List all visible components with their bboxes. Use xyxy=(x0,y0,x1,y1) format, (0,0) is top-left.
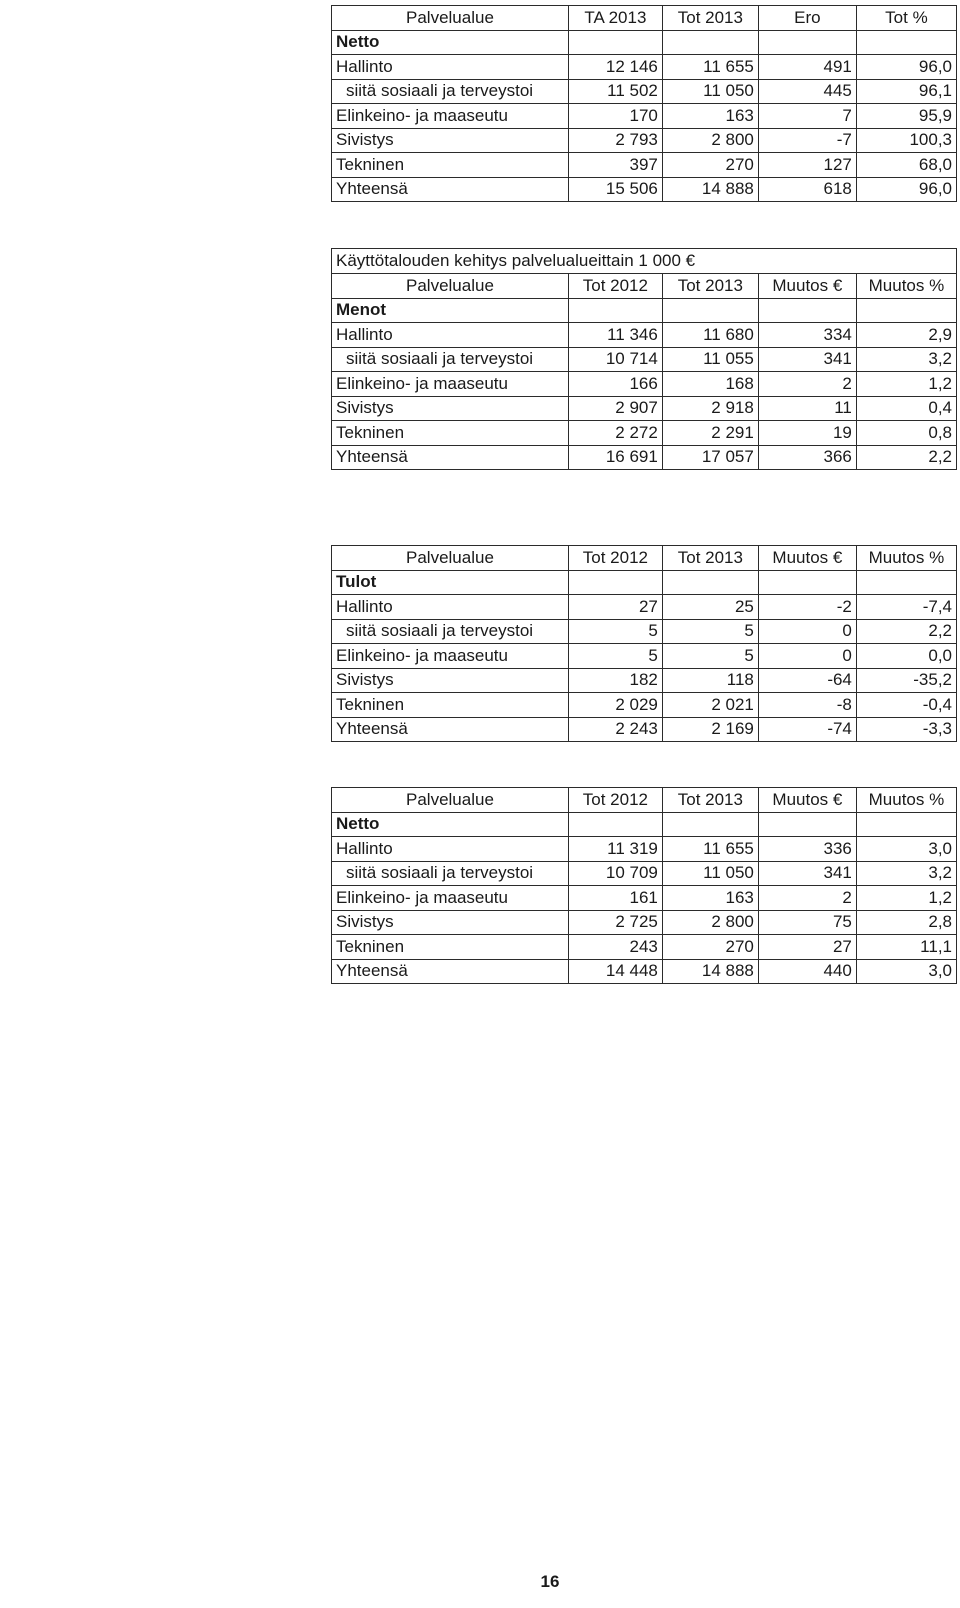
cell: 11 655 xyxy=(662,55,758,80)
cell: 5 xyxy=(662,644,758,669)
row-label: Sivistys xyxy=(332,396,569,421)
cell: 366 xyxy=(758,445,856,470)
table-row xyxy=(332,79,957,104)
row-label: Yhteensä xyxy=(332,959,569,984)
column-header: Tot 2013 xyxy=(662,6,758,31)
cell: 0,4 xyxy=(856,396,956,421)
cell: 3,2 xyxy=(856,347,956,372)
cell: 11,1 xyxy=(856,935,956,960)
cell: 68,0 xyxy=(856,153,956,178)
table-row xyxy=(332,104,957,129)
cell: 2 xyxy=(758,372,856,397)
cell: 3,2 xyxy=(856,861,956,886)
row-label: Tekninen xyxy=(332,935,569,960)
cell: -7 xyxy=(758,128,856,153)
cell: 11 050 xyxy=(662,861,758,886)
cell: 166 xyxy=(568,372,662,397)
cell: 2 800 xyxy=(662,910,758,935)
row-label: siitä sosiaali ja terveystoi xyxy=(332,619,569,644)
table-row xyxy=(332,619,957,644)
cell: 270 xyxy=(662,153,758,178)
cell: 96,1 xyxy=(856,79,956,104)
cell: 2 918 xyxy=(662,396,758,421)
cell: 25 xyxy=(662,595,758,620)
netto-change-table xyxy=(331,787,957,984)
table-row xyxy=(332,693,957,718)
column-header: Palvelualue xyxy=(332,274,569,299)
table-row xyxy=(332,910,957,935)
section-row xyxy=(332,30,957,55)
section-label: Tulot xyxy=(332,570,569,595)
cell: -8 xyxy=(758,693,856,718)
cell: 2 029 xyxy=(568,693,662,718)
cell: 2 800 xyxy=(662,128,758,153)
cell: 491 xyxy=(758,55,856,80)
cell: -0,4 xyxy=(856,693,956,718)
cell: 2 169 xyxy=(662,717,758,742)
cell: 2 793 xyxy=(568,128,662,153)
cell: 96,0 xyxy=(856,55,956,80)
table-row-total xyxy=(332,177,957,202)
table-row xyxy=(332,861,957,886)
cell: -2 xyxy=(758,595,856,620)
cell: 3,0 xyxy=(856,959,956,984)
cell: 341 xyxy=(758,861,856,886)
cell: 0 xyxy=(758,644,856,669)
cell: 1,2 xyxy=(856,372,956,397)
cell: 2 291 xyxy=(662,421,758,446)
column-header: Muutos € xyxy=(758,788,856,813)
column-header: Tot 2013 xyxy=(662,546,758,571)
section-row xyxy=(332,812,957,837)
table-row xyxy=(332,323,957,348)
cell: -74 xyxy=(758,717,856,742)
column-header: Tot 2012 xyxy=(568,788,662,813)
cell: 14 888 xyxy=(662,177,758,202)
table-row xyxy=(332,837,957,862)
cell: 2 907 xyxy=(568,396,662,421)
page-number: 16 xyxy=(540,1572,560,1591)
column-header: Muutos % xyxy=(856,274,956,299)
cell: 118 xyxy=(662,668,758,693)
cell: 2 272 xyxy=(568,421,662,446)
column-header: Tot 2012 xyxy=(568,274,662,299)
column-header: Palvelualue xyxy=(332,546,569,571)
row-label: Elinkeino- ja maaseutu xyxy=(332,886,569,911)
row-label: Sivistys xyxy=(332,128,569,153)
cell: 11 055 xyxy=(662,347,758,372)
cell: 95,9 xyxy=(856,104,956,129)
cell: 2 243 xyxy=(568,717,662,742)
row-label: siitä sosiaali ja terveystoi xyxy=(332,861,569,886)
table-row-total xyxy=(332,959,957,984)
row-label: Sivistys xyxy=(332,668,569,693)
cell: 11 050 xyxy=(662,79,758,104)
cell: 5 xyxy=(568,619,662,644)
column-header: Tot 2012 xyxy=(568,546,662,571)
table-header-row xyxy=(332,788,957,813)
table-row xyxy=(332,421,957,446)
row-label: Elinkeino- ja maaseutu xyxy=(332,372,569,397)
cell: 2 021 xyxy=(662,693,758,718)
column-header: Muutos € xyxy=(758,546,856,571)
cell: 440 xyxy=(758,959,856,984)
cell: 2,2 xyxy=(856,619,956,644)
cell: 11 502 xyxy=(568,79,662,104)
cell: 168 xyxy=(662,372,758,397)
cell: 1,2 xyxy=(856,886,956,911)
cell: 11 346 xyxy=(568,323,662,348)
cell: 170 xyxy=(568,104,662,129)
section-row xyxy=(332,298,957,323)
column-header: Muutos € xyxy=(758,274,856,299)
row-label: siitä sosiaali ja terveystoi xyxy=(332,347,569,372)
cell: -35,2 xyxy=(856,668,956,693)
cell: 397 xyxy=(568,153,662,178)
row-label: Hallinto xyxy=(332,595,569,620)
row-label: Yhteensä xyxy=(332,717,569,742)
section-label: Netto xyxy=(332,812,569,837)
column-header: Tot % xyxy=(856,6,956,31)
column-header: TA 2013 xyxy=(568,6,662,31)
cell: 14 888 xyxy=(662,959,758,984)
row-label: siitä sosiaali ja terveystoi xyxy=(332,79,569,104)
column-header: Ero xyxy=(758,6,856,31)
cell: 96,0 xyxy=(856,177,956,202)
column-header: Tot 2013 xyxy=(662,788,758,813)
cell: 618 xyxy=(758,177,856,202)
table-row xyxy=(332,886,957,911)
cell: 127 xyxy=(758,153,856,178)
cell: 2,2 xyxy=(856,445,956,470)
cell: 17 057 xyxy=(662,445,758,470)
table-row xyxy=(332,55,957,80)
column-header: Tot 2013 xyxy=(662,274,758,299)
cell: 11 319 xyxy=(568,837,662,862)
column-header: Palvelualue xyxy=(332,6,569,31)
section-label: Netto xyxy=(332,30,569,55)
table-row xyxy=(332,595,957,620)
cell: 10 709 xyxy=(568,861,662,886)
cell: 2,8 xyxy=(856,910,956,935)
table-caption-row xyxy=(332,249,957,274)
table-row xyxy=(332,372,957,397)
cell: 14 448 xyxy=(568,959,662,984)
cell: 27 xyxy=(568,595,662,620)
cell: 0,0 xyxy=(856,644,956,669)
cell: -64 xyxy=(758,668,856,693)
row-label: Elinkeino- ja maaseutu xyxy=(332,644,569,669)
cell: 163 xyxy=(662,886,758,911)
cell: 2 725 xyxy=(568,910,662,935)
cell: 336 xyxy=(758,837,856,862)
cell: 445 xyxy=(758,79,856,104)
row-label: Hallinto xyxy=(332,837,569,862)
cell: 3,0 xyxy=(856,837,956,862)
table-row-total xyxy=(332,445,957,470)
cell: 334 xyxy=(758,323,856,348)
tulot-table xyxy=(331,545,957,742)
section-label: Menot xyxy=(332,298,569,323)
cell: 11 655 xyxy=(662,837,758,862)
column-header: Muutos % xyxy=(856,788,956,813)
section-row xyxy=(332,570,957,595)
table-row xyxy=(332,153,957,178)
table-row xyxy=(332,347,957,372)
table-header-row xyxy=(332,6,957,31)
menot-table xyxy=(331,248,957,470)
cell: -3,3 xyxy=(856,717,956,742)
cell: -7,4 xyxy=(856,595,956,620)
row-label: Hallinto xyxy=(332,55,569,80)
cell: 161 xyxy=(568,886,662,911)
cell: 243 xyxy=(568,935,662,960)
table-caption: Käyttötalouden kehitys palvelualueittain 1 000 € xyxy=(332,249,957,274)
row-label: Yhteensä xyxy=(332,445,569,470)
cell: 0 xyxy=(758,619,856,644)
cell: 16 691 xyxy=(568,445,662,470)
cell: 2,9 xyxy=(856,323,956,348)
cell: 182 xyxy=(568,668,662,693)
cell: 11 680 xyxy=(662,323,758,348)
table-row xyxy=(332,128,957,153)
table-row xyxy=(332,935,957,960)
cell: 12 146 xyxy=(568,55,662,80)
table-header-row xyxy=(332,274,957,299)
row-label: Tekninen xyxy=(332,421,569,446)
table-row xyxy=(332,644,957,669)
cell: 163 xyxy=(662,104,758,129)
cell: 100,3 xyxy=(856,128,956,153)
cell: 27 xyxy=(758,935,856,960)
row-label: Elinkeino- ja maaseutu xyxy=(332,104,569,129)
row-label: Hallinto xyxy=(332,323,569,348)
table-row xyxy=(332,668,957,693)
column-header: Muutos % xyxy=(856,546,956,571)
table-row-total xyxy=(332,717,957,742)
cell: 75 xyxy=(758,910,856,935)
cell: 5 xyxy=(568,644,662,669)
cell: 2 xyxy=(758,886,856,911)
column-header: Palvelualue xyxy=(332,788,569,813)
row-label: Tekninen xyxy=(332,153,569,178)
cell: 19 xyxy=(758,421,856,446)
cell: 15 506 xyxy=(568,177,662,202)
cell: 5 xyxy=(662,619,758,644)
cell: 341 xyxy=(758,347,856,372)
table-row xyxy=(332,396,957,421)
cell: 7 xyxy=(758,104,856,129)
cell: 0,8 xyxy=(856,421,956,446)
row-label: Sivistys xyxy=(332,910,569,935)
row-label: Yhteensä xyxy=(332,177,569,202)
netto-budget-table xyxy=(331,5,957,202)
cell: 11 xyxy=(758,396,856,421)
row-label: Tekninen xyxy=(332,693,569,718)
table-header-row xyxy=(332,546,957,571)
cell: 270 xyxy=(662,935,758,960)
cell: 10 714 xyxy=(568,347,662,372)
